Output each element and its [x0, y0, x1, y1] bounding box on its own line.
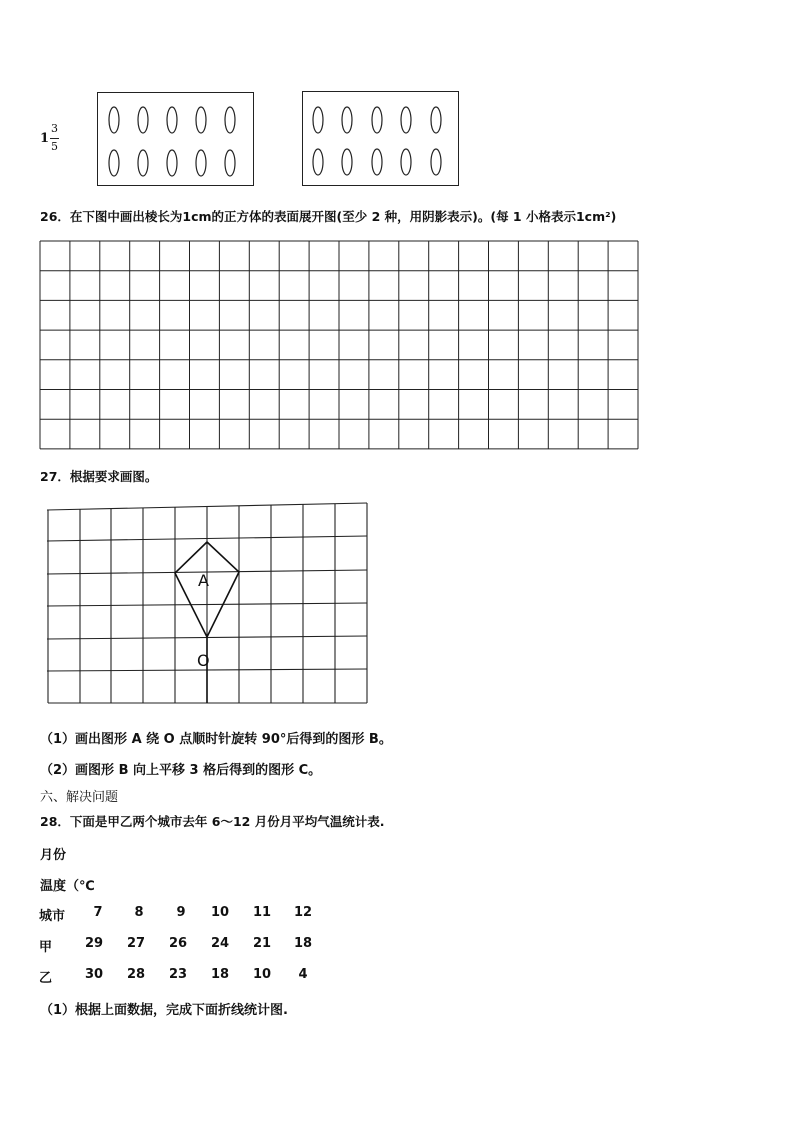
question-26-text: 26．在下图中画出棱长为1cm的正方体的表面展开图(至少 2 种，用阴影表示)。(每 1 小格表示1cm²): [40, 209, 617, 224]
oval: [225, 150, 235, 176]
temp-cell: 21: [252, 936, 272, 951]
question-27-text: 27．根据要求画图。: [40, 469, 158, 484]
table-header-month: 月份: [40, 848, 67, 863]
label-a: A: [198, 571, 209, 590]
oval: [109, 150, 119, 176]
temp-cell: 18: [210, 967, 230, 982]
oval-box-left: [97, 92, 254, 186]
table-row-months: [40, 905, 340, 923]
month-cell: 12: [293, 905, 313, 920]
question-27-step-1: （1）画出图形 A 绕 O 点顺时针旋转 90°后得到的图形 B。: [40, 732, 392, 747]
oval: [372, 149, 382, 175]
oval: [167, 107, 177, 133]
table-header-temperature: 温度（℃: [40, 879, 95, 894]
table-row-city-yi: [40, 967, 340, 985]
month-cell: 10: [210, 905, 230, 920]
oval: [196, 107, 206, 133]
oval: [401, 149, 411, 175]
oval: [109, 107, 119, 133]
oval: [138, 150, 148, 176]
question-27-step-2: （2）画图形 B 向上平移 3 格后得到的图形 C。: [40, 763, 322, 778]
oval: [431, 149, 441, 175]
oval-box-right: [302, 91, 459, 186]
oval: [313, 149, 323, 175]
temp-cell: 24: [210, 936, 230, 951]
city-label-jia: 甲: [39, 940, 53, 955]
oval-group-left: [98, 93, 255, 187]
oval: [342, 107, 352, 133]
fraction-numerator: 3: [51, 122, 58, 135]
oval: [401, 107, 411, 133]
question-28-text: 28．下面是甲乙两个城市去年 6～12 月份月平均气温统计表.: [40, 814, 385, 829]
temp-cell: 27: [126, 936, 146, 951]
drawing-grid-q27[interactable]: [47, 498, 377, 708]
month-cell: 8: [134, 905, 144, 920]
month-cell: 11: [252, 905, 272, 920]
temp-cell: 26: [168, 936, 188, 951]
oval: [313, 107, 323, 133]
temp-cell: 23: [168, 967, 188, 982]
city-label-yi: 乙: [39, 971, 53, 986]
oval-group-right: [303, 92, 460, 187]
table-row-city-jia: [40, 936, 340, 954]
temp-cell: 28: [126, 967, 146, 982]
month-cell: 7: [93, 905, 103, 920]
temp-cell: 4: [298, 967, 308, 982]
row-header-city: 城市: [39, 909, 66, 924]
temp-cell: 18: [293, 936, 313, 951]
drawing-grid-q26[interactable]: [40, 241, 640, 451]
oval: [196, 150, 206, 176]
oval: [225, 107, 235, 133]
label-o: O: [197, 651, 210, 670]
fraction-denominator: 5: [51, 140, 58, 153]
month-cell: 9: [176, 905, 186, 920]
temp-cell: 10: [252, 967, 272, 982]
fraction-whole: 1: [40, 131, 50, 146]
temp-cell: 30: [84, 967, 104, 982]
question-28-sub-1: （1）根据上面数据，完成下面折线统计图.: [40, 1003, 288, 1018]
oval: [342, 149, 352, 175]
oval: [431, 107, 441, 133]
section-6-title: 六、解决问题: [40, 790, 119, 805]
oval: [138, 107, 148, 133]
oval: [167, 150, 177, 176]
fraction-bar: [50, 138, 59, 139]
temp-cell: 29: [84, 936, 104, 951]
oval: [372, 107, 382, 133]
